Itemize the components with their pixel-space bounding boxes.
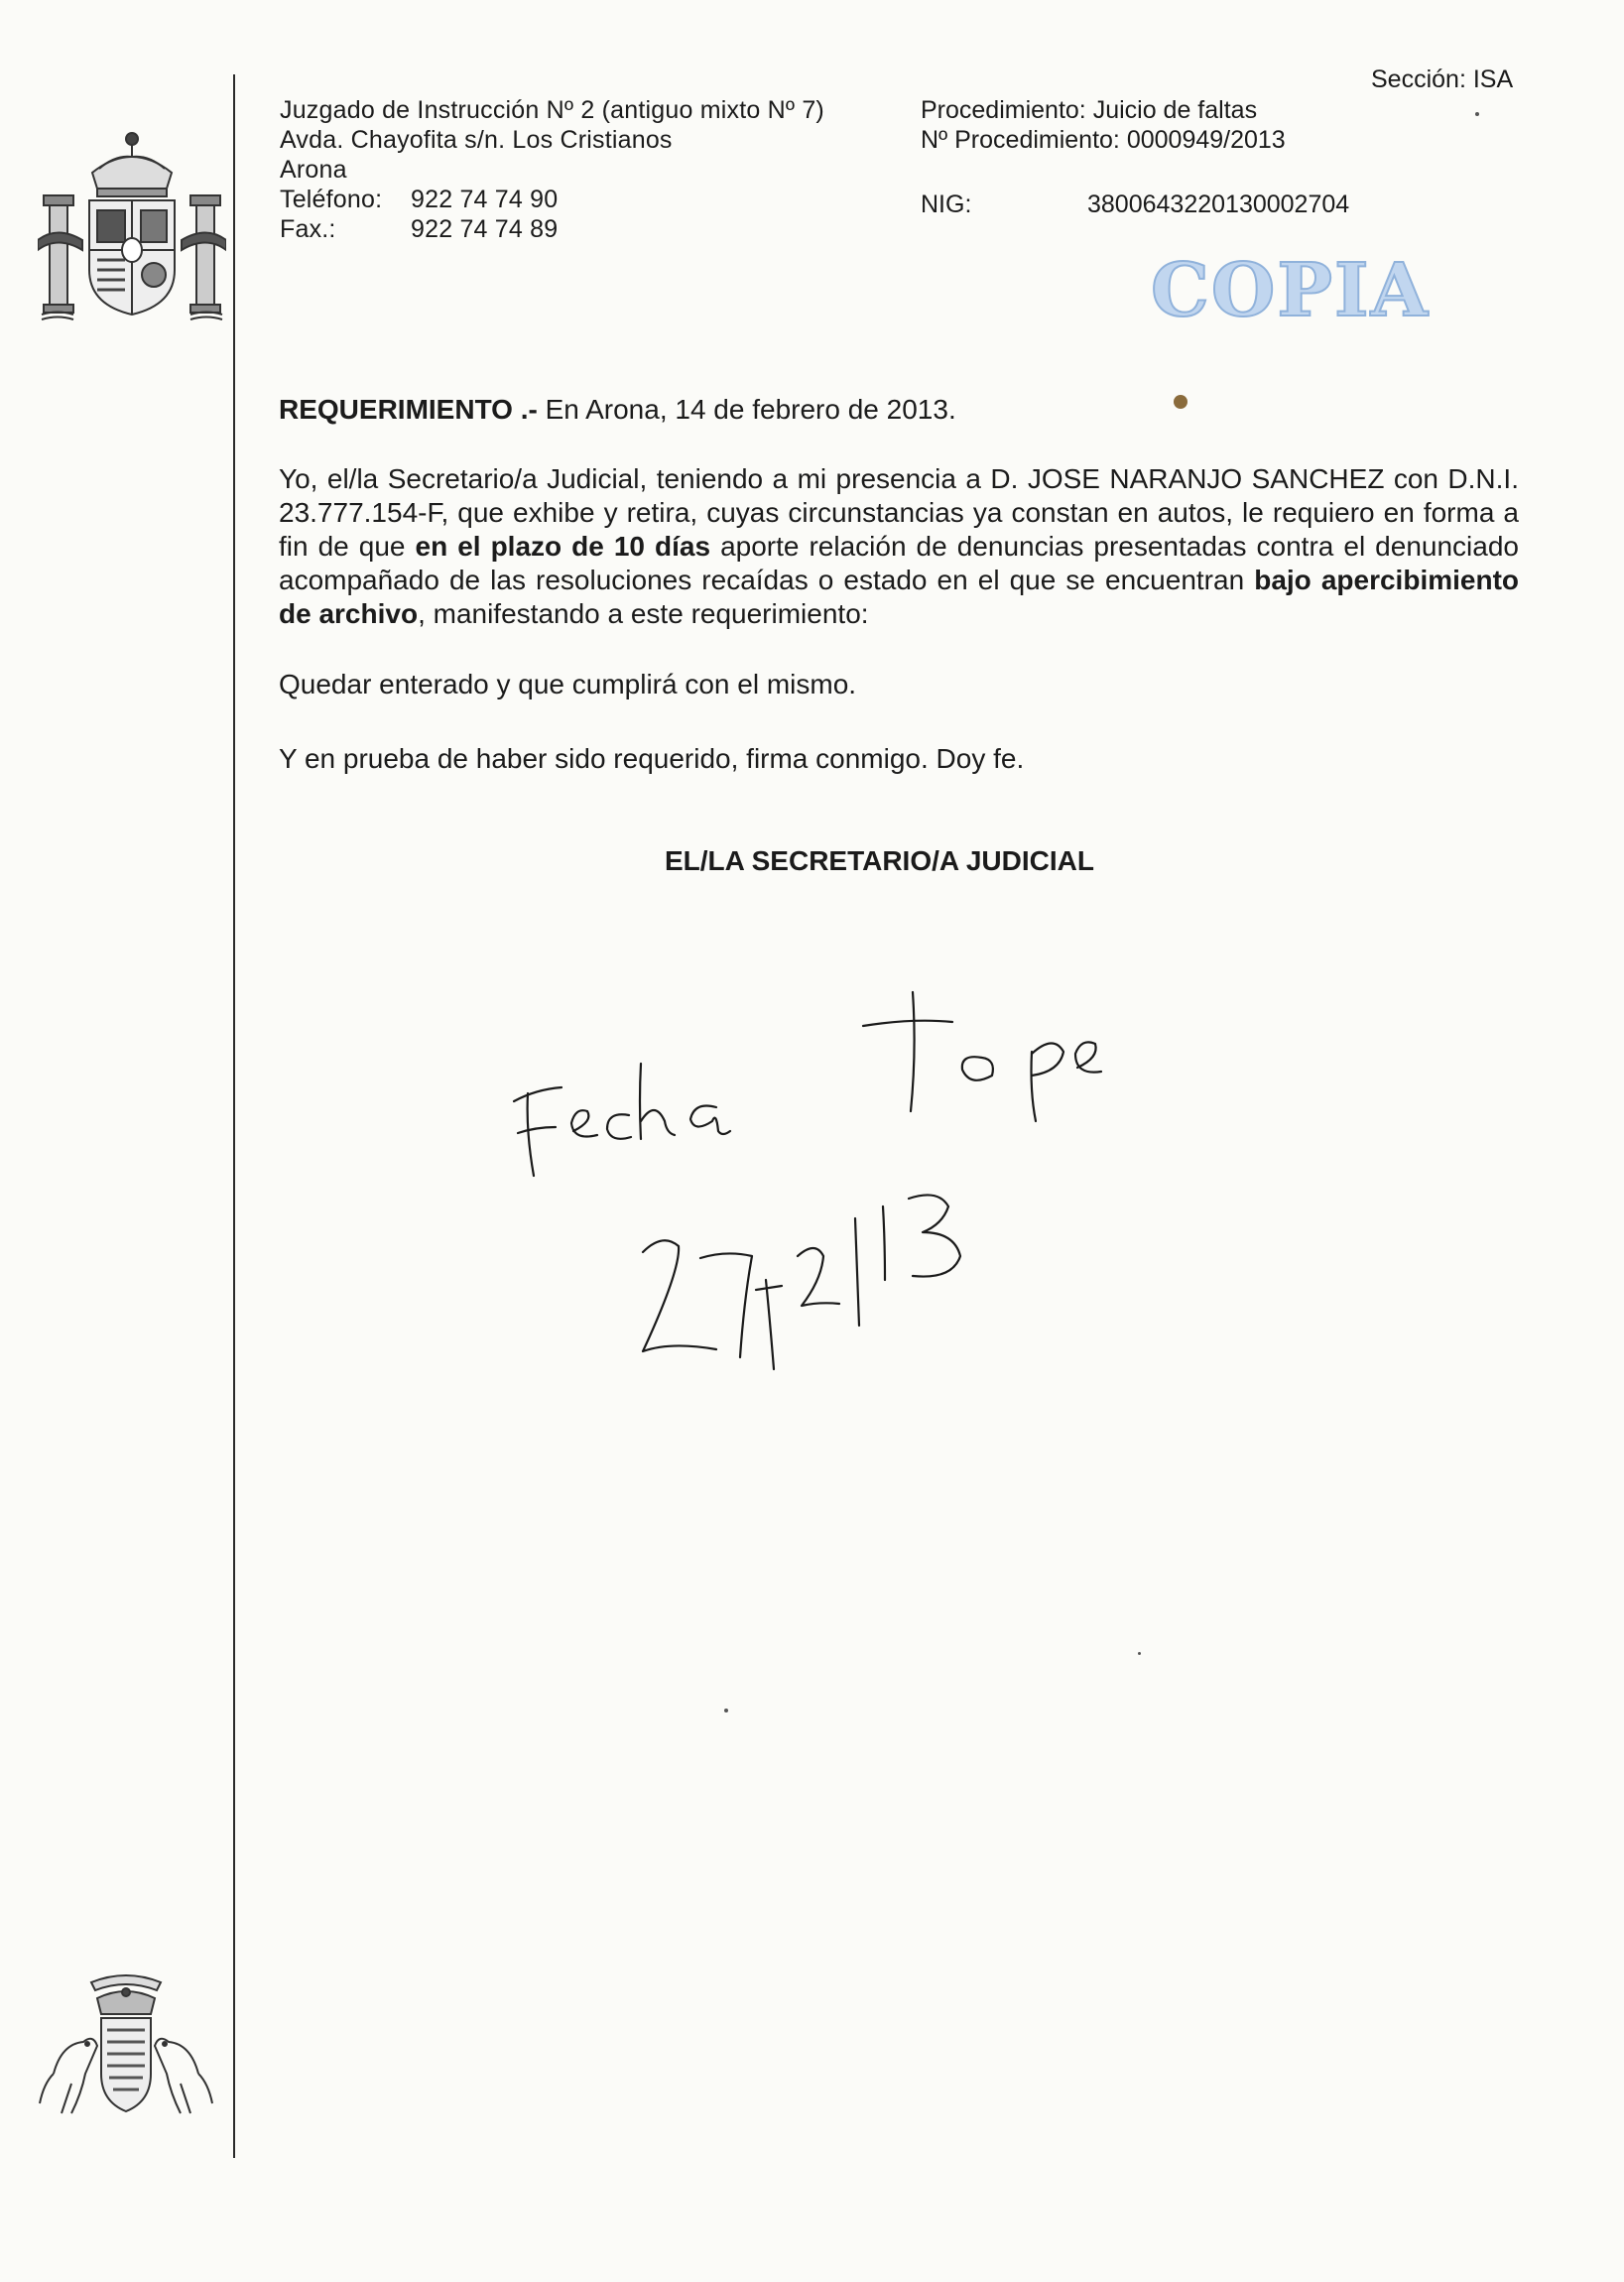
court-address: Avda. Chayofita s/n. Los Cristianos <box>280 126 673 154</box>
requirement-heading <box>279 393 1519 427</box>
procedure-block <box>921 95 1286 155</box>
fax-number: 922 74 74 89 <box>411 215 559 243</box>
court-name: Juzgado de Instrucción Nº 2 (antiguo mixto Nº 7) <box>280 96 824 124</box>
procedure-number: Nº Procedimiento: 0000949/2013 <box>921 126 1286 154</box>
procedure-type: Procedimiento: Juicio de faltas <box>921 96 1258 124</box>
phone-number: 922 74 74 90 <box>411 186 559 213</box>
para1-text-c: aporte relación de denuncias presentadas contra el denunciado acompañado de las resoluciones recaídas o estado en el que se encuentran <box>279 531 1519 595</box>
paper-speck <box>1138 1652 1141 1655</box>
fax-label: Fax.: <box>280 215 336 243</box>
nig-row <box>921 190 1350 219</box>
nig-value: 3800643220130002704 <box>1087 190 1350 218</box>
phone-row <box>280 185 824 214</box>
canary-islands-coat-of-arms-icon <box>32 1965 220 2133</box>
para1-bold-deadline: en el plazo de 10 días <box>415 531 711 562</box>
paper-speck <box>724 1709 728 1712</box>
handwritten-deadline-note <box>496 972 1210 1399</box>
para1-text-e: , manifestando a este requerimiento: <box>418 598 869 629</box>
fax-row <box>280 214 824 244</box>
court-city: Arona <box>280 156 347 184</box>
place-date: En Arona, 14 de febrero de 2013. <box>537 394 956 425</box>
acknowledgement-paragraph: Quedar enterado y que cumplirá con el mismo. <box>279 669 857 699</box>
paper-speck <box>1475 112 1479 116</box>
phone-label: Teléfono: <box>280 186 383 213</box>
requirement-title: REQUERIMIENTO .- <box>279 394 538 425</box>
signature-title: EL/LA SECRETARIO/A JUDICIAL <box>665 845 1094 876</box>
para1-text-a: Yo, el/la Secretario/a Judicial, teniendo a mi presencia a D. JOSE NARANJO SANCHEZ con D.N.I. 23.777.154-F, que exhibe y retira, cuyas circunstancias ya constan en autos, le requiero en forma a fin de que <box>279 463 1519 562</box>
requirement-paragraph <box>279 462 1519 631</box>
attestation-paragraph: Y en prueba de haber sido requerido, firma conmigo. Doy fe. <box>279 743 1025 774</box>
margin-rule <box>233 74 235 2158</box>
para1-bold-warning: bajo apercibimiento de archivo <box>279 565 1520 629</box>
section-label: Sección: ISA <box>1371 65 1514 93</box>
spain-coat-of-arms-icon <box>38 111 226 324</box>
copia-stamp: COPIA <box>1151 248 1431 333</box>
court-address-block <box>280 95 824 244</box>
nig-label: NIG: <box>921 190 972 218</box>
